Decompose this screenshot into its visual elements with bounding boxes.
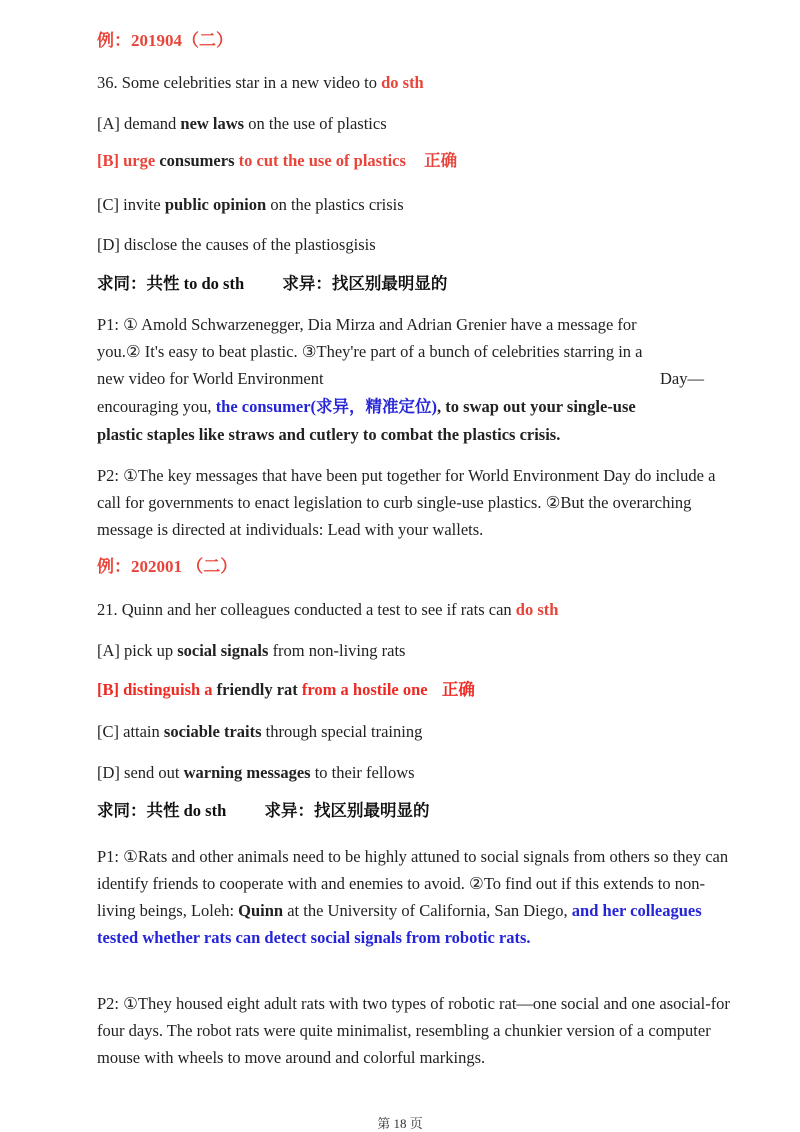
p1-ex1-line4-pre: encouraging you, bbox=[97, 397, 212, 416]
option-a-21-bold: social signals bbox=[177, 641, 269, 660]
option-a-21-pre: [A] pick up bbox=[97, 641, 174, 660]
option-b-36 bbox=[97, 150, 457, 172]
p1-ex1-line3b: Day— bbox=[660, 369, 704, 388]
option-d-36: [D] disclose the causes of the plastiosgisis bbox=[97, 235, 376, 254]
option-a-21-post: from non-living rats bbox=[272, 641, 406, 660]
option-a-36-pre: [A] demand bbox=[97, 114, 177, 133]
option-d-21 bbox=[97, 762, 415, 784]
option-b-21 bbox=[97, 679, 475, 701]
option-c-36-post: on the plastics crisis bbox=[270, 195, 404, 214]
passage-p1-ex2 bbox=[97, 843, 737, 951]
question-21 bbox=[97, 599, 558, 621]
option-b-21-post: from a hostile one bbox=[301, 680, 428, 699]
correct-mark-21: 正确 bbox=[441, 680, 475, 699]
p1-ex2-blue: and her colleagues tested whether rats can detect social signals from robotic rats. bbox=[97, 901, 702, 947]
option-d-21-pre: [D] send out bbox=[97, 763, 180, 782]
method-diff-1: 求异：找区别最明显的 bbox=[282, 274, 448, 293]
page-footer: 第 18 页 bbox=[377, 1116, 423, 1131]
option-b-36-bold: consumers bbox=[159, 151, 235, 170]
p1-ex1-line4-post: , to swap out your single-use bbox=[437, 397, 636, 416]
p1-ex1-line4 bbox=[97, 396, 636, 418]
option-c-36-bold: public opinion bbox=[164, 195, 267, 214]
option-c-21-pre: [C] attain bbox=[97, 722, 160, 741]
method-same-1: 求同：共性 to do sth bbox=[97, 274, 245, 293]
option-b-36-lead: [B] urge bbox=[97, 151, 156, 170]
p1-ex1-line5 bbox=[97, 424, 560, 446]
question-36 bbox=[97, 72, 424, 94]
p1-ex1-line4-blue: the consumer(求异，精准定位) bbox=[215, 397, 438, 416]
p1-ex1-line1: P1: ① Amold Schwarzenegger, Dia Mirza and Adrian Grenier have a message for bbox=[97, 315, 637, 334]
p1-ex2-mid: at the University of California, San Diego, bbox=[287, 901, 568, 920]
option-c-21-post: through special training bbox=[265, 722, 423, 741]
method-line-1 bbox=[97, 273, 447, 295]
question-21-key: do sth bbox=[515, 600, 559, 619]
p1-ex2-pre: P1: ①Rats and other animals need to be highly attuned to social signals from others so they can identify friends to cooperate with and enemies to avoid. ②To find out if this extends to non-living beings, Loleh: bbox=[97, 847, 729, 920]
p1-ex2-bold: Quinn bbox=[238, 901, 284, 920]
passage-p2-ex2: P2: ①They housed eight adult rats with two types of robotic rat—one social and one asocial-for four days. The robot rats were quite minimalist, resembling a chunkier version of a computer mouse with wheels to move around and colorful markings. bbox=[97, 994, 730, 1067]
option-c-36-pre: [C] invite bbox=[97, 195, 161, 214]
option-b-21-lead: [B] distinguish a bbox=[97, 680, 213, 699]
method-same-2: 求同：共性 do sth bbox=[97, 801, 227, 820]
method-line-2 bbox=[97, 800, 430, 822]
method-diff-2: 求异：找区别最明显的 bbox=[264, 801, 430, 820]
option-b-21-bold: friendly rat bbox=[216, 680, 298, 699]
option-d-21-post: to their fellows bbox=[314, 763, 415, 782]
option-b-36-post: to cut the use of plastics bbox=[238, 151, 406, 170]
passage-p2-ex1: P2: ①The key messages that have been put together for World Environment Day do include a call for governments to enact legislation to curb single-use plastics. ②But the overarching message is directed at individuals: Lead with your wallets. bbox=[97, 466, 716, 539]
option-a-36-bold: new laws bbox=[180, 114, 245, 133]
example-heading-1: 例：201904（二） bbox=[97, 31, 233, 50]
option-a-36-post: on the use of plastics bbox=[248, 114, 387, 133]
p1-ex1-line5-bold: plastic staples like straws and cutlery to combat the plastics crisis. bbox=[97, 425, 561, 444]
p1-ex1-line3a: new video for World Environment bbox=[97, 369, 324, 388]
correct-mark-36: 正确 bbox=[424, 151, 458, 170]
question-21-text: 21. Quinn and her colleagues conducted a test to see if rats can bbox=[97, 600, 512, 619]
p1-ex1-line2: you.② It's easy to beat plastic. ③They're part of a bunch of celebrities starring in a bbox=[97, 342, 643, 361]
option-d-21-bold: warning messages bbox=[183, 763, 311, 782]
p1-ex1-line3 bbox=[97, 368, 324, 390]
option-c-21-bold: sociable traits bbox=[163, 722, 262, 741]
question-36-text: 36. Some celebrities star in a new video to bbox=[97, 73, 377, 92]
option-a-21 bbox=[97, 640, 405, 662]
example-heading-2: 例：202001 （二） bbox=[97, 557, 238, 576]
option-c-36 bbox=[97, 194, 404, 216]
question-36-key: do sth bbox=[381, 73, 424, 92]
option-a-36 bbox=[97, 113, 387, 135]
option-c-21 bbox=[97, 721, 422, 743]
